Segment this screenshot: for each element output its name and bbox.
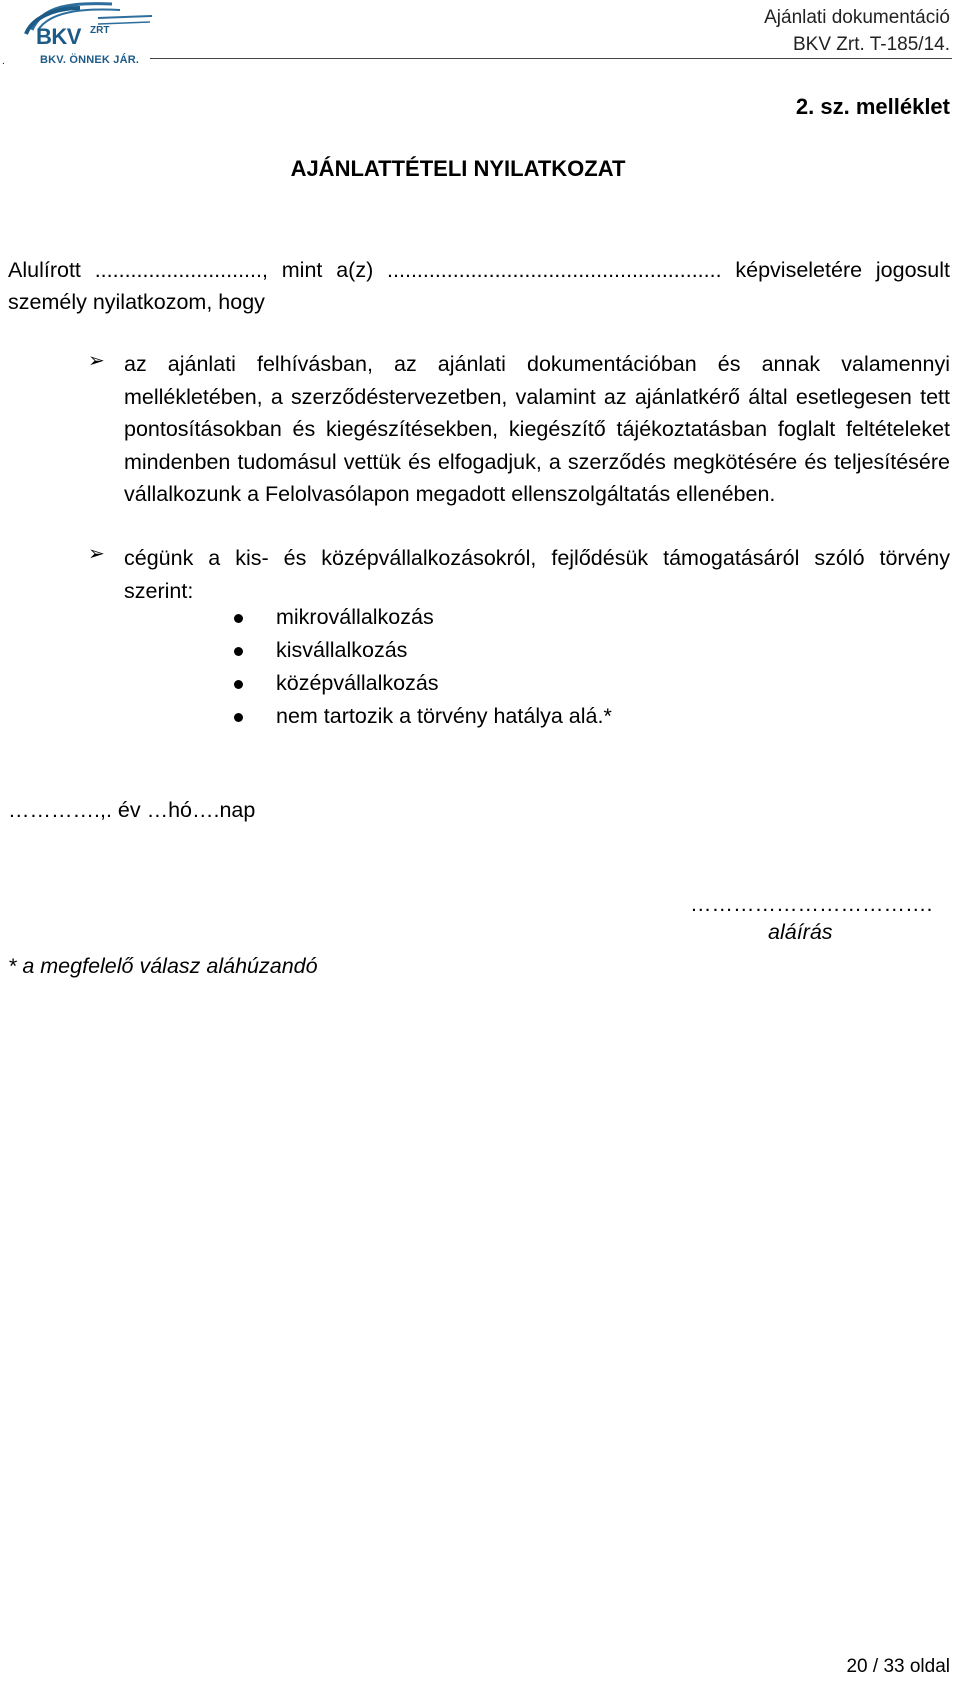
header-doc-ref: BKV Zrt. T-185/14.	[792, 34, 950, 55]
signature-line: …………………………….	[690, 892, 933, 916]
arrow-bullet-icon: ➢	[88, 350, 105, 372]
logo-brand-suffix: ZRT	[90, 25, 110, 36]
bkv-logo	[2, 0, 154, 68]
bullet-dot-icon	[234, 647, 243, 656]
bullet-dot-icon	[234, 614, 243, 623]
option-item[interactable]	[234, 700, 612, 733]
footnote: * a megfelelő válasz aláhúzandó	[8, 954, 318, 978]
option-item[interactable]	[234, 634, 612, 667]
option-item[interactable]	[234, 601, 612, 634]
annex-label: 2. sz. melléklet	[795, 94, 950, 119]
header-doc-title: Ajánlati dokumentáció	[764, 7, 950, 28]
statement-item: az ajánlati felhívásban, az ajánlati dokumentációban és annak valamennyi mellékletében, a szerződéstervezetben, valamint az ajánlatkérő által esetlegesen tett pontosításokban és kiegészítésekben, kiegészítő tájékoztatásban foglalt feltételeket mindenben tudomásul vettük és elfogadjuk, a szerződés megkötésére és teljesítésére vállalkozunk a Felolvasólapon megadott ellenszolgáltatás ellenében.	[124, 352, 950, 506]
logo-mark: .	[2, 56, 5, 67]
header-divider	[150, 58, 952, 59]
option-label: kisvállalkozás	[276, 638, 408, 662]
page-title: AJÁNLATTÉTELI NYILATKOZAT	[290, 156, 626, 181]
page-number: 20 / 33 oldal	[846, 1656, 950, 1677]
bullet-dot-icon	[234, 680, 243, 689]
option-label: középvállalkozás	[276, 671, 439, 695]
logo-brand: BKV	[36, 24, 81, 49]
logo-slogan: BKV. ÖNNEK JÁR.	[40, 54, 140, 66]
signature-label: aláírás	[768, 920, 833, 944]
option-label: mikrovállalkozás	[276, 605, 434, 629]
statement-item: cégünk a kis- és középvállalkozásokról, fejlődésük támogatásáról szóló törvény szerint:	[124, 546, 950, 603]
bullet-dot-icon	[234, 713, 243, 722]
intro-paragraph: Alulírott ............................, mint a(z) ........................................................ képviseletére jogosult személy nyilatkozom, hogy	[8, 258, 950, 314]
header-info	[764, 4, 950, 58]
option-item[interactable]	[234, 667, 612, 700]
option-label: nem tartozik a törvény hatálya alá.*	[276, 704, 612, 728]
company-size-options	[234, 601, 612, 733]
date-line: ………….,. év …hó….nap	[8, 798, 256, 822]
arrow-bullet-icon: ➢	[88, 543, 105, 565]
